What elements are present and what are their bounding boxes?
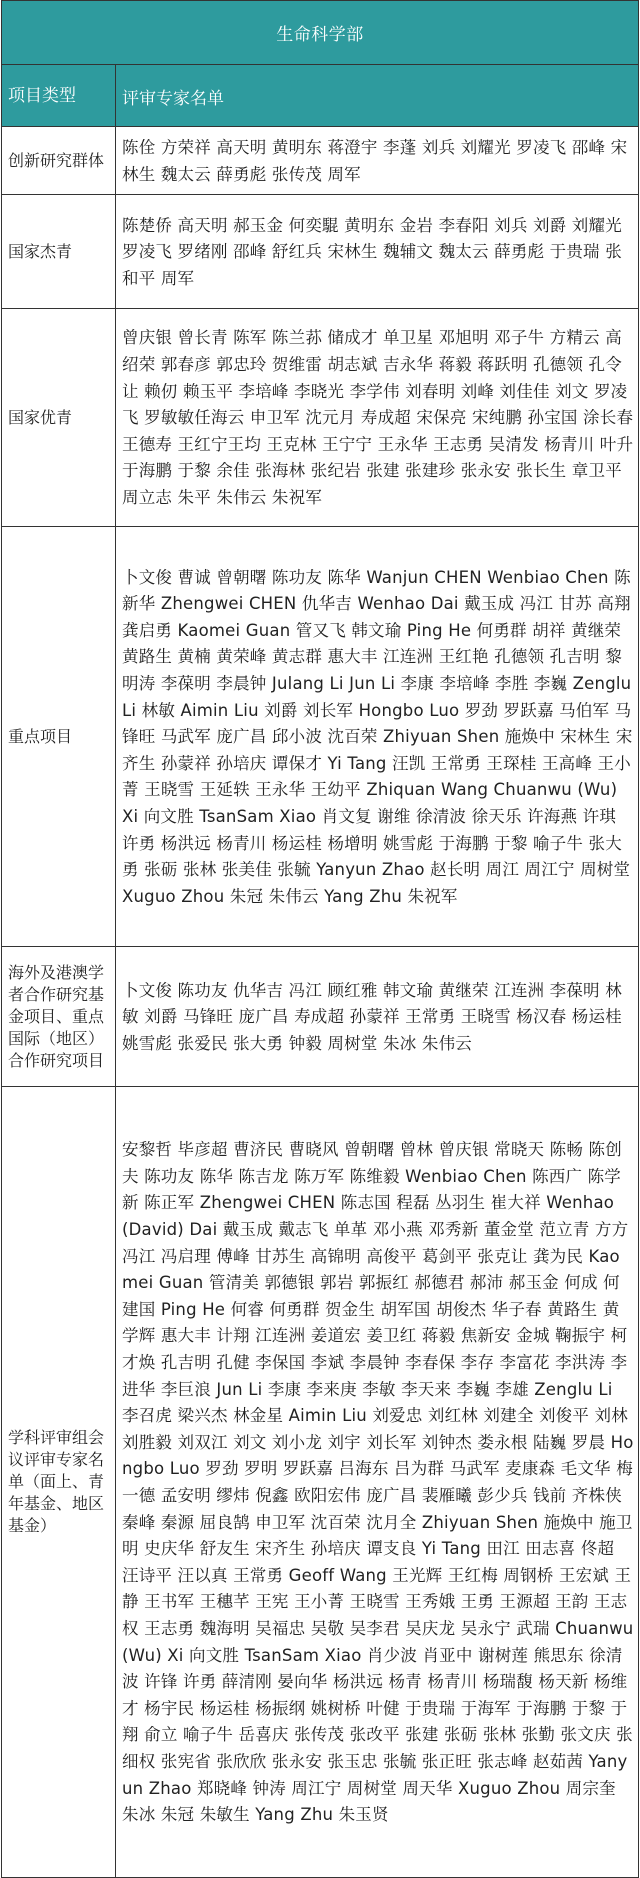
project-type-cell	[2, 195, 116, 308]
project-type-cell	[2, 127, 116, 194]
header-expert-names	[116, 65, 638, 126]
expert-list-table	[1, 0, 639, 1878]
expert-names-cell	[116, 127, 638, 194]
expert-names-cell	[116, 1087, 638, 1877]
expert-names-text: 陈佺 方荣祥 高天明 黄明东 蒋澄宇 李蓬 刘兵 刘耀光 罗凌飞 邵峰 宋林生 魏太云 薛勇彪 张传茂 周军	[122, 137, 628, 184]
expert-names-text: 卜文俊 曹诚 曾朝曙 陈功友 陈华 Wanjun CHEN Wenbiao Chen 陈新华 Zhengwei CHEN 仇华吉 Wenhao Dai 戴玉成 冯江 甘苏 高翔 龚启勇 Kaomei Guan 管又飞 韩文瑜 Ping He 何勇群 胡祥 黄继荣 黄路生 黄楠 黄荣峰 黄志群 惠大丰 江连洲 王红艳 孔德领 孔吉明 黎明涛 李葆明 李晨钟 Julang Li Jun Li 李康 李培峰 李胜 李巍 Zenglu Li 林敏 Aimin Liu 刘爵 刘长军 Hongbo Luo 罗劲 罗跃嘉 马伯军 马锋旺 马武军 庞广昌 邱小波 沈百荣 Zhiyuan Shen 施焕中 宋林生 宋齐生 孙蒙祥 孙培庆 谭保才 Yi Tang 汪凯 王常勇 王琛桂 王高峰 王小菁 王晓雪 王延轶 王永华 王幼平 Zhiquan Wang Chuanwu (Wu) Xi 向文胜 TsanSam Xiao 肖文复 谢维 徐清波 徐天乐 许海燕 许琪 许勇 杨洪远 杨青川 杨运桂 杨增明 姚雪彪 于海鹏 于黎 喻子牛 张大勇 张砺 张林 张美佳 张毓 Yanyun Zhao 赵长明 周江 周江宁 周树堂 Xuguo Zhou 朱冠 朱伟云 Yang Zhu 朱祝军	[122, 567, 633, 906]
expert-names-text: 陈楚侨 高天明 郝玉金 何奕騉 黄明东 金岩 李春阳 刘兵 刘爵 刘耀光 罗凌飞 罗绪刚 邵峰 舒红兵 宋林生 魏辅文 魏太云 薛勇彪 于贵瑞 张和平 周军	[122, 215, 622, 288]
table-row-national-excellent	[2, 309, 638, 527]
table-title-row	[2, 1, 638, 65]
header-project-type-label: 项目类型	[8, 85, 76, 106]
expert-names-cell	[116, 309, 638, 526]
table-title: 生命科学部	[276, 25, 364, 45]
header-project-type	[2, 65, 116, 126]
table-row-key-projects	[2, 527, 638, 947]
project-type-cell	[2, 309, 116, 526]
expert-names-text: 安黎哲 毕彦超 曹济民 曹晓风 曾朝曙 曾林 曾庆银 常晓天 陈畅 陈创夫 陈功友 陈华 陈吉龙 陈万军 陈维毅 Wenbiao Chen 陈西广 陈学新 陈正军 Zhengwei CHEN 陈志国 程磊 丛羽生 崔大祥 Wenhao (David) Dai 戴玉成 戴志飞 单革 邓小燕 邓秀新 董金堂 范立青 方方 冯江 冯启理 傅峰 甘苏生 高锦明 高俊平 葛剑平 张克让 龚为民 Kaomei Guan 管清美 郭德银 郭岩 郭振红 郝德君 郝沛 郝玉金 何成 何建国 Ping He 何睿 何勇群 贺金生 胡军国 胡俊杰 华子春 黄路生 黄学辉 惠大丰 计翔 江连洲 姜道宏 姜卫红 蒋毅 焦新安 金城 鞠振宇 柯才焕 孔吉明 孔健 李保国 李斌 李晨钟 李春保 李存 李富花 李洪涛 李进华 李巨浪 Jun Li 李康 李来庚 李敏 李天来 李巍 李雄 Zenglu Li 李召虎 梁兴杰 林金星 Aimin Liu 刘爱忠 刘红林 刘建全 刘俊平 刘林 刘胜毅 刘双江 刘文 刘小龙 刘宇 刘长军 刘钟杰 娄永根 陆巍 罗晨 Hongbo Luo 罗劲 罗明 罗跃嘉 吕海东 吕为群 马武军 麦康森 毛文华 梅一德 孟安明 缪炜 倪鑫 欧阳宏伟 庞广昌 裴雁曦 彭少兵 钱前 齐株侠 秦峰 秦源 屈良鹄 申卫军 沈百荣 沈月全 Zhiyuan Shen 施焕中 施卫明 史庆华 舒友生 宋齐生 孙培庆 谭支良 Yi Tang 田江 田志喜 佟超 汪诗平 汪以真 王常勇 Geoff Wang 王光辉 王红梅 周钢桥 王宏斌 王静 王书军 王穗芊 王宪 王小菁 王晓雪 王秀娥 王勇 王源超 王韵 王志权 王志勇 魏海明 吴福忠 吴敬 吴李君 吴庆龙 吴永宁 武瑞 Chuanwu (Wu) Xi 向文胜 TsanSam Xiao 肖少波 肖亚中 谢树莲 熊思东 徐清波 许锋 许勇 薛清刚 晏向华 杨洪远 杨青 杨青川 杨瑞馥 杨天新 杨维才 杨宇民 杨运桂 杨振纲 姚树桥 叶健 于贵瑞 于海军 于海鹏 于黎 于翔 俞立 喻子牛 岳喜庆 张传茂 张改平 张建 张砺 张林 张勤 张文庆 张细权 张宪省 张欣欣 张永安 张玉忠 张毓 张正旺 张志峰 赵茹茜 Yanyun Zhao 郑晓峰 钟涛 周江宁 周树堂 周天华 Xuguo Zhou 周宗奎 朱冰 朱冠 朱敏生 Yang Zhu 朱玉贤	[122, 1140, 634, 1825]
expert-names-cell	[116, 947, 638, 1086]
table-row-international-cooperation	[2, 947, 638, 1087]
table-row-discipline-review-panel	[2, 1087, 638, 1877]
project-type-label: 重点项目	[8, 726, 73, 746]
header-expert-names-label: 评审专家名单	[122, 89, 224, 109]
expert-names-cell	[116, 195, 638, 308]
expert-names-cell	[116, 527, 638, 946]
project-type-cell	[2, 947, 116, 1086]
expert-names-text: 卜文俊 陈功友 仇华吉 冯江 顾红雅 韩文瑜 黄继荣 江连洲 李葆明 林敏 刘爵 马锋旺 庞广昌 寿成超 孙蒙祥 王常勇 王晓雪 杨汉春 杨运桂 姚雪彪 张爱民 张大勇 钟毅 周树堂 朱冰 朱伟云	[122, 980, 622, 1053]
project-type-cell	[2, 527, 116, 946]
project-type-label: 国家优青	[8, 407, 73, 427]
project-type-label: 海外及港澳学者合作研究基金项目、重点国际（地区）合作研究项目	[8, 962, 105, 1070]
project-type-label: 国家杰青	[8, 241, 73, 261]
project-type-label: 创新研究群体	[8, 150, 105, 170]
project-type-cell	[2, 1087, 116, 1877]
table-row-innovation-group	[2, 127, 638, 195]
table-row-national-distinguished	[2, 195, 638, 309]
project-type-label: 学科评审组会议评审专家名单（面上、青年基金、地区基金）	[8, 1428, 105, 1535]
table-header-row	[2, 65, 638, 127]
expert-names-text: 曾庆银 曾长青 陈军 陈兰荪 储成才 单卫星 邓旭明 邓子牛 方精云 高绍荣 郭春彦 郭忠玲 贺维雷 胡志斌 吉永华 蒋毅 蒋跃明 孔德领 孔令让 赖仞 赖玉平 李培峰 李晓光 李学伟 刘春明 刘峰 刘佳佳 刘文 罗凌飞 罗敏敏任海云 申卫军 沈元月 寿成超 宋保亮 宋纯鹏 孙宝国 涂长春 王德寿 王红宁王均 王克林 王宁宁 王永华 王志勇 吴清发 杨青川 叶升 于海鹏 于黎 余佳 张海林 张纪岩 张建 张建珍 张永安 张长生 章卫平 周立志 朱平 朱伟云 朱祝军	[122, 328, 634, 507]
